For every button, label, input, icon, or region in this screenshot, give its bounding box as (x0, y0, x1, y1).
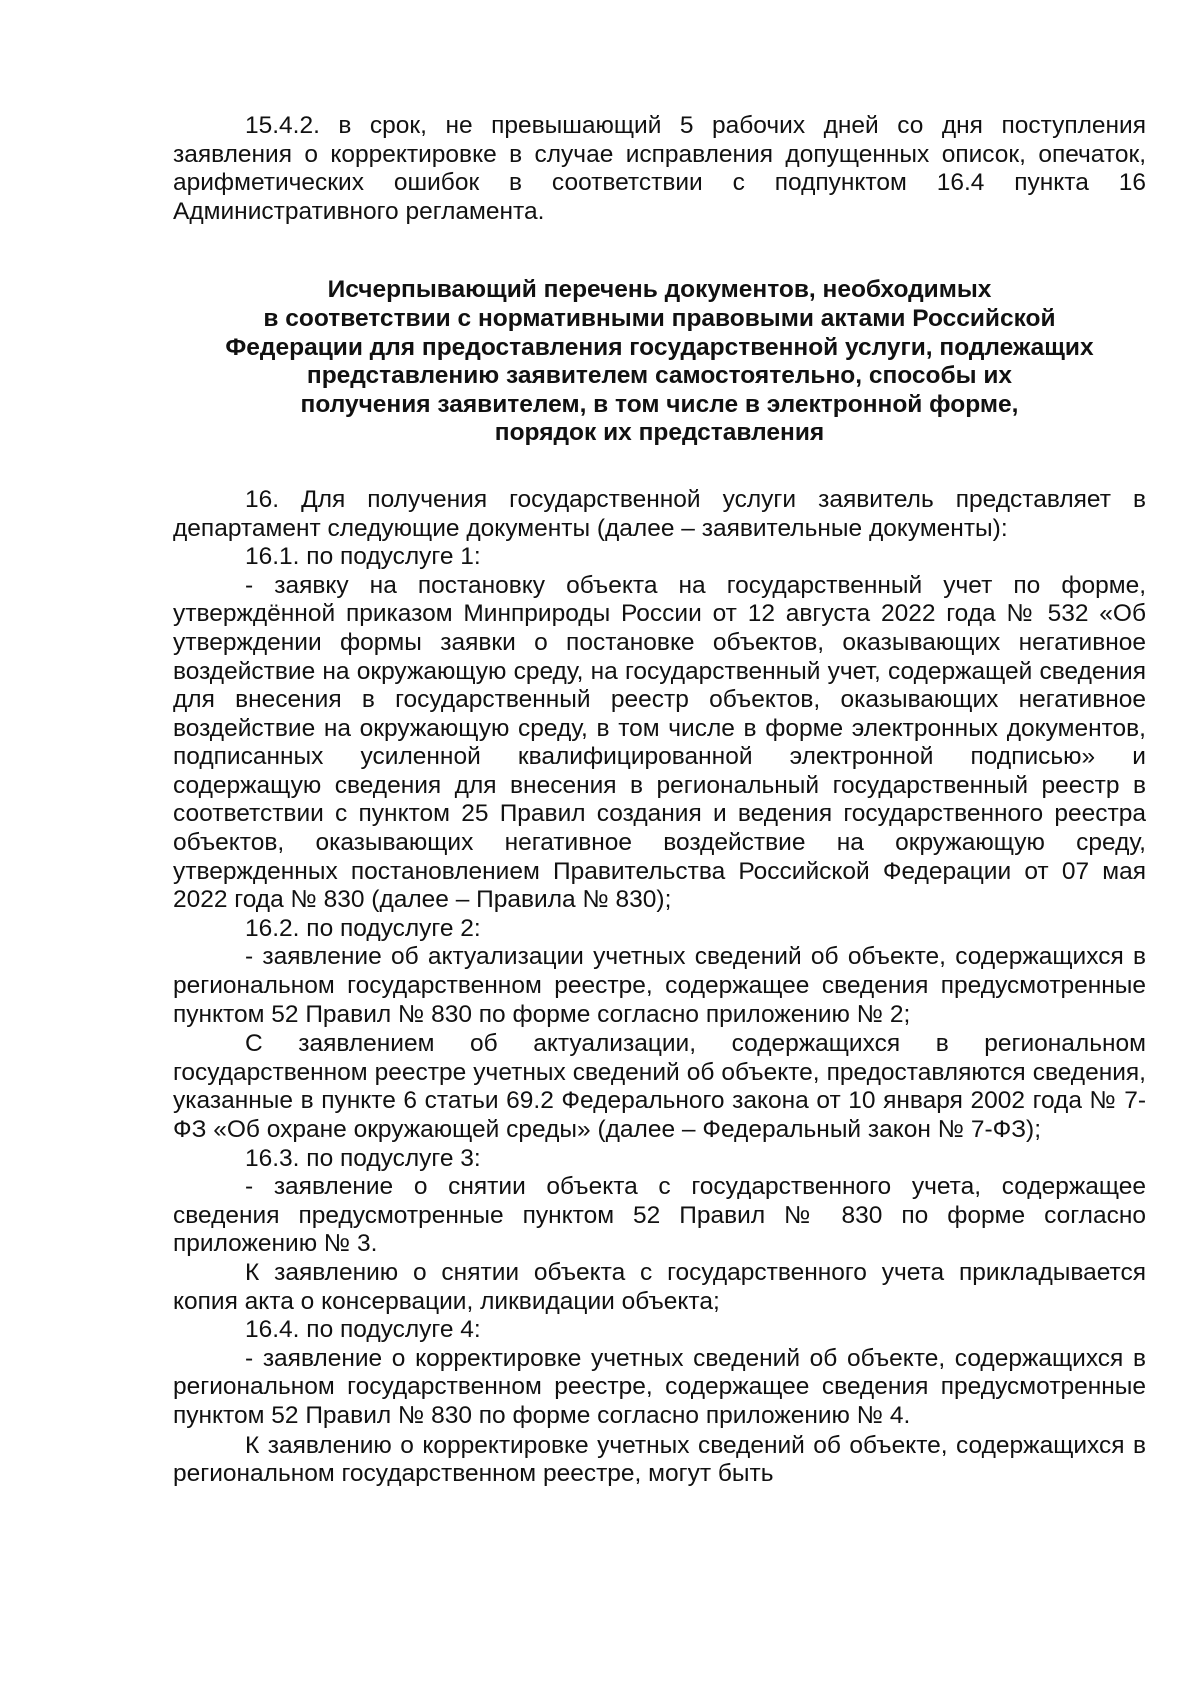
paragraph-16-2-item: - заявление об актуализации учетных сведений об объекте, содержащихся в региональном государственном реестре, содержащее сведения предусмотренные пунктом 52 Правил № 830 по форме согласно приложению № 2; (173, 943, 1146, 1028)
paragraph-16-2-note: С заявлением об актуализации, содержащихся в региональном государственном реестре учетных сведений об объекте, предоставляются сведения, указанные в пункте 6 статьи 69.2 Федерального закона от 10 января 2002 года № 7-ФЗ «Об охране окружающей среды» (далее – Федеральный закон № 7-ФЗ); (173, 1030, 1146, 1143)
paragraph-16-1: 16.1. по подуслуге 1: (245, 543, 481, 571)
paragraph-15-4-2: 15.4.2. в срок, не превышающий 5 рабочих дней со дня поступления заявления о корректировке в случае исправления допущенных описок, опечаток, арифметических ошибок в соответствии с подпунктом 16.4 пункта 16 Административного регламента. (173, 112, 1146, 225)
paragraph-16-4-note: К заявлению о корректировке учетных сведений об объекте, содержащихся в региональном государственном реестре, могут быть (173, 1431, 1146, 1488)
paragraph-16-3-item: - заявление о снятии объекта с государственного учета, содержащее сведения предусмотренные пунктом 52 Правил № 830 по форме согласно приложению № 3. (173, 1173, 1146, 1258)
paragraph-16-1-item: - заявку на постановку объекта на государственный учет по форме, утверждённой приказом Минприроды России от 12 августа 2022 года № 532 «Об утверждении формы заявки о постановке объектов, оказывающих негативное воздействие на окружающую среду, на государственный учет, содержащей сведения для внесения в государственный реестр объектов, оказывающих негативное воздействие на окружающую среду, в том числе в форме электронных документов, подписанных усиленной квалифицированной электронной подписью» и содержащую сведения для внесения в региональный государственный реестр в соответствии с пунктом 25 Правил создания и ведения государственного реестра объектов, оказывающих негативное воздействие на окружающую среду, утвержденных постановлением Правительства Российской Федерации от 07 мая 2022 года № 830 (далее – Правила № 830); (173, 571, 1146, 914)
heading-line: Исчерпывающий перечень документов, необходимых (327, 276, 992, 304)
heading-line: Федерации для предоставления государственной услуги, подлежащих (225, 333, 1094, 361)
paragraph-16-4: 16.4. по подуслуге 4: (245, 1316, 481, 1344)
heading-line: в соответствии с нормативными правовыми актами Российской (263, 304, 1056, 332)
heading-line: представлению заявителем самостоятельно, способы их (306, 362, 1013, 390)
heading-line: порядок их представления (494, 419, 825, 447)
paragraph-16-3-note: К заявлению о снятии объекта с государственного учета прикладывается копия акта о консервации, ликвидации объекта; (173, 1258, 1146, 1315)
heading-line: получения заявителем, в том числе в электронной форме, (300, 390, 1019, 418)
document-page (173, 112, 1146, 1489)
paragraph-16-4-item: - заявление о корректировке учетных сведений об объекте, содержащихся в региональном государственном реестре, содержащее сведения предусмотренные пунктом 52 Правил № 830 по форме согласно приложению № 4. (173, 1344, 1146, 1429)
paragraph-16: 16. Для получения государственной услуги заявитель представляет в департамент следующие документы (далее – заявительные документы): (173, 485, 1146, 542)
paragraph-16-2: 16.2. по подуслуге 2: (245, 914, 481, 942)
section-heading (173, 276, 1146, 448)
paragraph-16-3: 16.3. по подуслуге 3: (245, 1144, 481, 1172)
